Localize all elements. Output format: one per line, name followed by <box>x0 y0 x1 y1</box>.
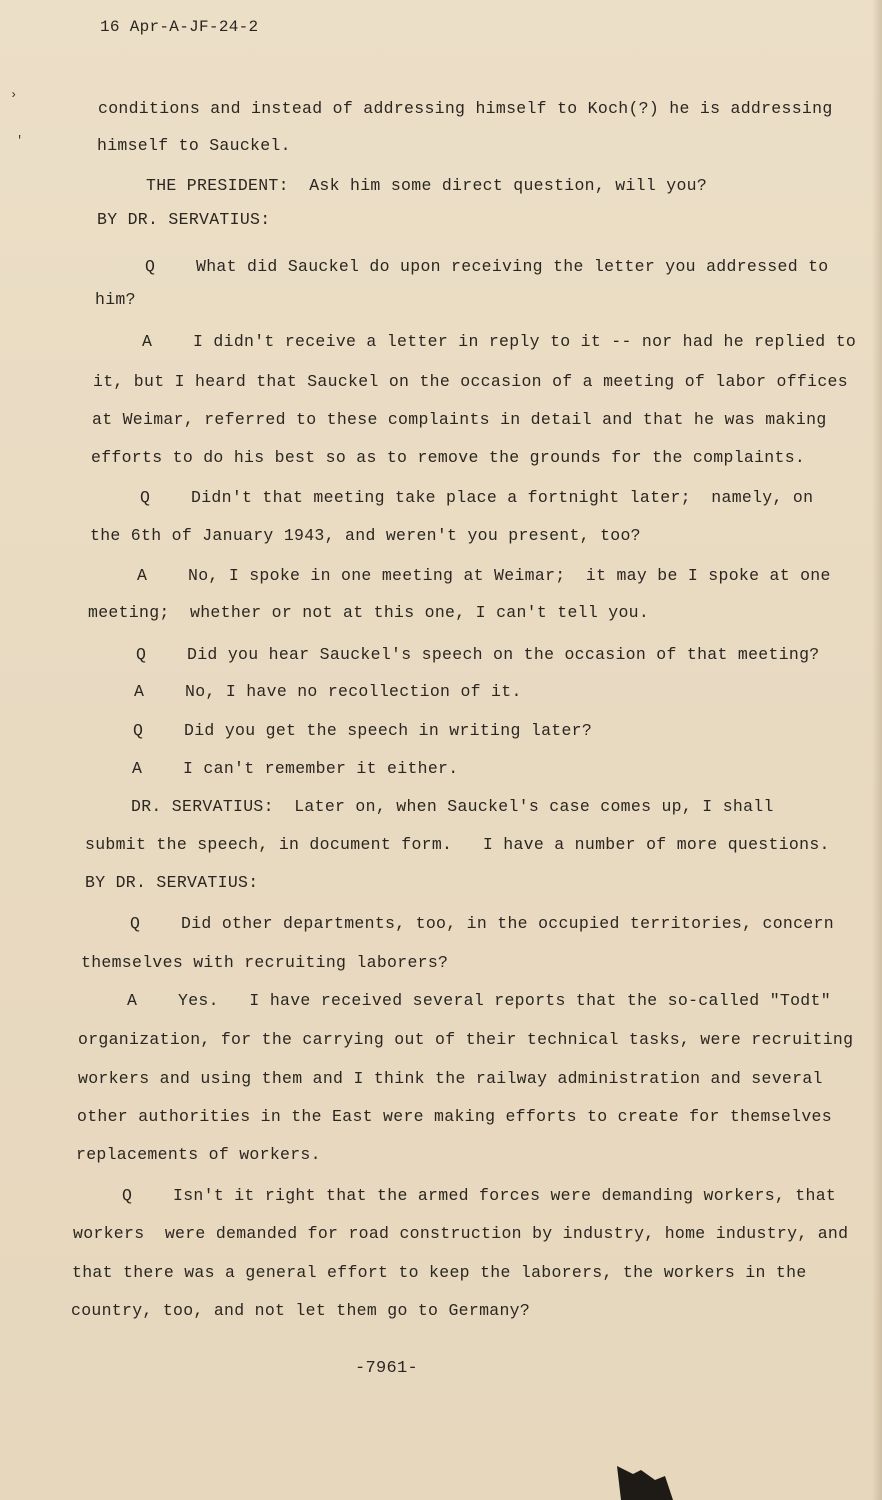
transcript-line: other authorities in the East were making efforts to create for themselves <box>77 1107 832 1126</box>
page-number: -7961- <box>355 1359 419 1378</box>
transcript-line: A I didn't receive a letter in reply to it -- nor had he replied to <box>142 332 857 351</box>
transcript-line: Q Isn't it right that the armed forces were demanding workers, that <box>122 1186 837 1205</box>
torn-corner-mark <box>615 1466 675 1500</box>
transcript-line: at Weimar, referred to these complaints in detail and that he was making <box>92 410 827 429</box>
transcript-line: DR. SERVATIUS: Later on, when Sauckel's case comes up, I shall <box>131 797 774 816</box>
transcript-line: submit the speech, in document form. I have a number of more questions. <box>85 835 830 854</box>
transcript-line: that there was a general effort to keep the laborers, the workers in the <box>72 1263 807 1282</box>
transcript-line: Q What did Sauckel do upon receiving the letter you addressed to <box>145 257 829 276</box>
transcript-line: organization, for the carrying out of their technical tasks, were recruiting <box>78 1030 854 1049</box>
transcript-line: efforts to do his best so as to remove the grounds for the complaints. <box>91 448 806 467</box>
transcript-line: meeting; whether or not at this one, I can't tell you. <box>88 603 650 622</box>
transcript-line: Q Did other departments, too, in the occupied territories, concern <box>130 914 834 933</box>
transcript-line: BY DR. SERVATIUS: <box>97 210 271 229</box>
transcript-line: A No, I spoke in one meeting at Weimar; it may be I spoke at one <box>137 566 831 585</box>
transcript-line: themselves with recruiting laborers? <box>81 953 449 972</box>
transcript-line: A I can't remember it either. <box>132 759 459 778</box>
margin-dot-mark: ' <box>16 134 24 148</box>
document-reference: 16 Apr-A-JF-24-2 <box>100 18 259 36</box>
transcript-line: Q Didn't that meeting take place a fortnight later; namely, on <box>140 488 814 507</box>
transcript-line: THE PRESIDENT: Ask him some direct question, will you? <box>146 176 708 195</box>
transcript-line: the 6th of January 1943, and weren't you present, too? <box>90 526 641 545</box>
transcript-line: country, too, and not let them go to Germany? <box>71 1301 531 1320</box>
transcript-line: him? <box>95 290 136 309</box>
transcript-line: workers and using them and I think the railway administration and several <box>78 1069 823 1088</box>
transcript-line: conditions and instead of addressing himself to Koch(?) he is addressing <box>98 99 833 118</box>
transcript-line: workers were demanded for road construction by industry, home industry, and <box>73 1224 849 1243</box>
page-edge-shadow <box>872 0 882 1500</box>
transcript-line: Q Did you get the speech in writing later? <box>133 721 593 740</box>
transcript-line: himself to Sauckel. <box>97 136 291 155</box>
transcript-line: Q Did you hear Sauckel's speech on the occasion of that meeting? <box>136 645 820 664</box>
margin-tick-mark: › <box>10 88 18 102</box>
transcript-line: replacements of workers. <box>76 1145 321 1164</box>
transcript-line: BY DR. SERVATIUS: <box>85 873 259 892</box>
transcript-line: A Yes. I have received several reports that the so-called "Todt" <box>127 991 831 1010</box>
transcript-line: A No, I have no recollection of it. <box>134 682 522 701</box>
transcript-line: it, but I heard that Sauckel on the occasion of a meeting of labor offices <box>93 372 848 391</box>
